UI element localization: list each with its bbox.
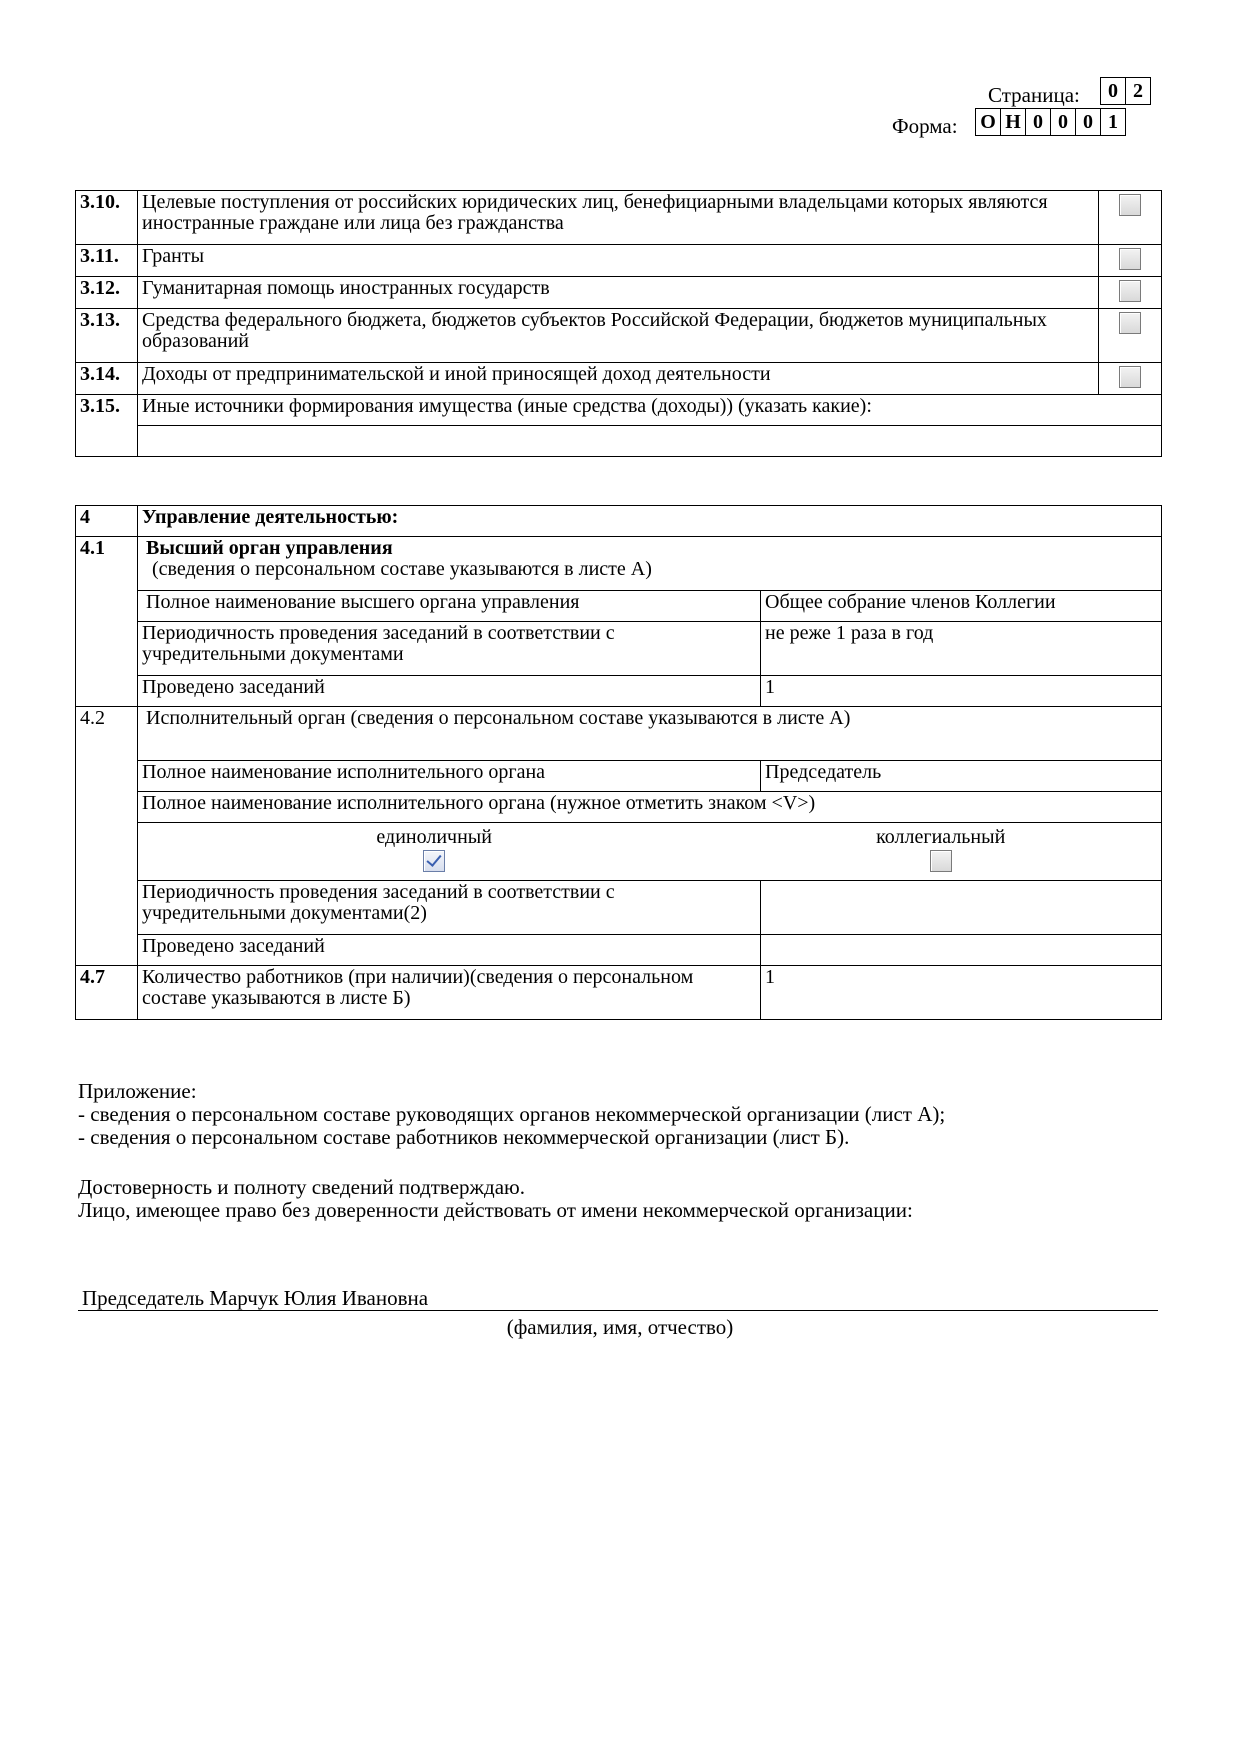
subsection-title: Исполнительный орган (сведения о персональном составе указываются в листе А) — [138, 707, 1162, 761]
table-row — [76, 537, 1162, 591]
form-code-box: 0 — [1050, 108, 1076, 136]
table-row — [76, 761, 1162, 792]
form-label: Форма: — [892, 114, 958, 138]
checkbox[interactable] — [1119, 194, 1141, 216]
page-digit-box: 0 — [1100, 77, 1126, 105]
signature-caption: (фамилия, имя, отчество) — [506, 1315, 734, 1339]
form-code-box: 0 — [1025, 108, 1051, 136]
subsection-title: Высший орган управления — [146, 537, 393, 559]
row-text: Гуманитарная помощь иностранных государств — [138, 277, 1099, 309]
field-label: Проведено заседаний — [138, 935, 761, 966]
field-value[interactable]: Председатель — [761, 761, 1162, 792]
row-number: 3.11. — [76, 245, 138, 277]
confirmation-line: Лицо, имеющее право без доверенности действовать от имени некоммерческой организации: — [78, 1198, 913, 1222]
section-title: Управление деятельностью: — [138, 506, 1162, 537]
table-row — [76, 363, 1162, 395]
row-text: Иные источники формирования имущества (иные средства (доходы)) (указать какие): — [138, 395, 1162, 426]
management-table — [75, 505, 1162, 1020]
row-text: Гранты — [138, 245, 1099, 277]
table-row — [76, 823, 1162, 881]
section-number: 4.7 — [76, 966, 138, 1020]
appendix-title: Приложение: — [78, 1079, 197, 1103]
table-row — [76, 792, 1162, 823]
page-label: Страница: — [988, 83, 1080, 107]
section-number: 4.1 — [76, 537, 138, 707]
funding-sources-table — [75, 190, 1162, 457]
table-row — [76, 707, 1162, 761]
row-text: Средства федерального бюджета, бюджетов субъектов Российской Федерации, бюджетов муниципальных образований — [138, 309, 1099, 363]
subsection-header — [138, 537, 1162, 591]
field-value[interactable] — [761, 935, 1162, 966]
organ-type-choice — [138, 823, 1162, 881]
table-row — [76, 935, 1162, 966]
field-label: Полное наименование исполнительного органа — [138, 761, 761, 792]
table-row — [76, 676, 1162, 707]
checkbox[interactable] — [1119, 312, 1141, 334]
field-label: Полное наименование исполнительного органа (нужное отметить знаком <V>) — [138, 792, 1162, 823]
checkbox[interactable] — [1119, 248, 1141, 270]
checkbox-cell — [1099, 277, 1162, 309]
field-value[interactable]: 1 — [761, 966, 1162, 1020]
subsection-note: (сведения о персональном составе указываются в листе А) — [152, 558, 652, 580]
table-row — [76, 966, 1162, 1020]
row-text: Доходы от предпринимательской и иной приносящей доход деятельности — [138, 363, 1099, 395]
checkbox[interactable] — [1119, 366, 1141, 388]
table-row — [76, 426, 1162, 457]
checkbox-cell — [1099, 309, 1162, 363]
table-row — [76, 395, 1162, 426]
checkbox[interactable] — [1119, 280, 1141, 302]
sole-label: единоличный — [376, 826, 492, 848]
table-row — [76, 622, 1162, 676]
field-label: Периодичность проведения заседаний в соответствии с учредительными документами(2) — [138, 881, 761, 935]
row-number: 3.10. — [76, 191, 138, 245]
field-value[interactable]: 1 — [761, 676, 1162, 707]
table-row — [76, 245, 1162, 277]
table-row — [76, 277, 1162, 309]
table-row — [76, 506, 1162, 537]
table-row — [76, 591, 1162, 622]
signature-line — [78, 1310, 1158, 1311]
field-label: Количество работников (при наличии)(сведения о персональном составе указываются в листе Б) — [138, 966, 761, 1020]
confirmation-block — [78, 1176, 913, 1222]
form-code-box: О — [975, 108, 1001, 136]
field-label: Периодичность проведения заседаний в соответствии с учредительными документами — [138, 622, 761, 676]
sole-checkbox[interactable] — [423, 850, 445, 872]
appendix-item: - сведения о персональном составе руководящих органов некоммерческой организации (лист А); — [78, 1102, 946, 1126]
row-text: Целевые поступления от российских юридических лиц, бенефициарными владельцами которых являются иностранные граждане или лица без гражданства — [138, 191, 1099, 245]
checkbox-cell — [1099, 363, 1162, 395]
signatory-name: Председатель Марчук Юлия Ивановна — [82, 1286, 429, 1310]
form-code-box: 1 — [1100, 108, 1126, 136]
sole-option — [138, 823, 760, 877]
row-number: 3.12. — [76, 277, 138, 309]
other-sources-field[interactable] — [138, 426, 1162, 457]
table-row — [76, 191, 1162, 245]
checkbox-cell — [1099, 191, 1162, 245]
table-row — [76, 309, 1162, 363]
checkbox-cell — [1099, 245, 1162, 277]
form-code-box: Н — [1000, 108, 1026, 136]
appendix-block — [78, 1080, 945, 1149]
row-number: 3.13. — [76, 309, 138, 363]
section-number: 4.2 — [76, 707, 138, 966]
collegial-checkbox[interactable] — [930, 850, 952, 872]
field-label: Проведено заседаний — [138, 676, 761, 707]
field-value[interactable] — [761, 881, 1162, 935]
form-code-box: 0 — [1075, 108, 1101, 136]
field-label: Полное наименование высшего органа управления — [138, 591, 761, 622]
collegial-label: коллегиальный — [876, 826, 1006, 848]
table-row — [76, 881, 1162, 935]
page-digit-box: 2 — [1125, 77, 1151, 105]
appendix-item: - сведения о персональном составе работников некоммерческой организации (лист Б). — [78, 1125, 850, 1149]
field-value[interactable]: не реже 1 раза в год — [761, 622, 1162, 676]
confirmation-line: Достоверность и полноту сведений подтверждаю. — [78, 1175, 525, 1199]
collegial-option — [760, 823, 1161, 877]
field-value[interactable]: Общее собрание членов Коллегии — [761, 591, 1162, 622]
row-number: 3.15. — [76, 395, 138, 457]
section-number: 4 — [76, 506, 138, 537]
row-number: 3.14. — [76, 363, 138, 395]
